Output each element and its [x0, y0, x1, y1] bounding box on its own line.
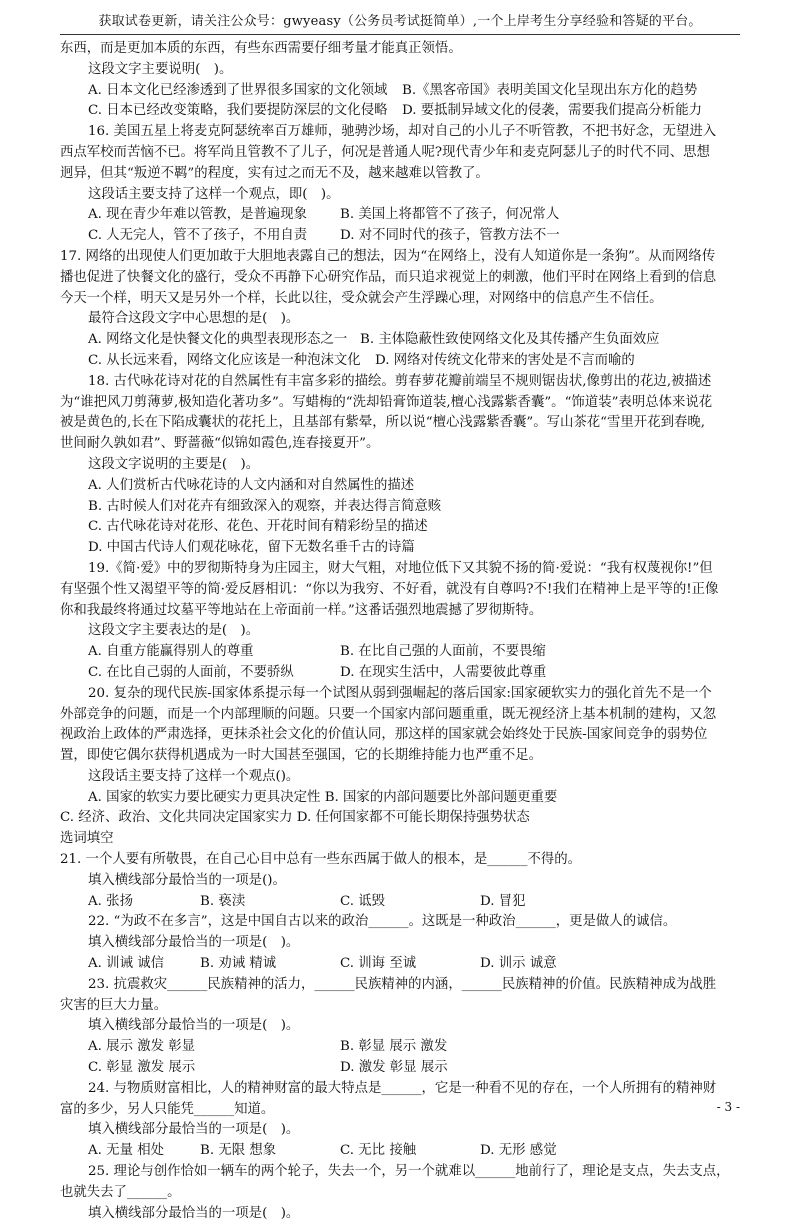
text-line: 填入横线部分最恰当的一项是( )。	[88, 1018, 300, 1034]
option-row	[60, 81, 740, 102]
text-line: 被是黄色的,长在下陷成囊状的花托上，且基部有紫晕，所以说“檀心浅露紫香囊”。写山茶花“雪里开花到春晚,	[60, 415, 706, 431]
option-item: C. 诋毁	[340, 893, 386, 909]
text-line: 24. 与物质财富相比，人的精神财富的最大特点是______，它是一种看不见的存在，一个人所拥有的精神财	[88, 1080, 717, 1096]
option-item: B. 无限 想象	[200, 1143, 277, 1159]
option-row	[60, 1141, 740, 1162]
text-line: 21. 一个人要有所敬畏，在自己心目中总有一些东西属于做人的根本，是______不得的。	[60, 852, 582, 868]
option-item: D. 要抵制异域文化的侵袭，需要我们提高分析能力	[402, 103, 702, 119]
option-item: C. 训诲 至诚	[340, 956, 417, 972]
option-item: A. 张扬	[88, 893, 133, 909]
text-line: 东西，而是更加本质的东西，有些东西需要仔细考量才能真正领悟。	[60, 41, 462, 56]
text-line: 这段话主要支持了这样一个观点，即( )。	[88, 186, 340, 202]
option-item: D. 训示 诚意	[480, 956, 557, 972]
option-item: A. 自重方能赢得别人的尊重	[88, 644, 254, 660]
text-line: 你和我最终将通过坟墓平等地站在上帝面前一样。”这番话强烈地震撼了罗彻斯特。	[60, 602, 543, 618]
option-row	[60, 330, 740, 351]
option-item: D. 无形 感觉	[480, 1143, 557, 1159]
text-line: 填入横线部分最恰当的一项是()。	[88, 872, 286, 888]
text-line: 最符合这段文字中心思想的是( )。	[88, 311, 300, 327]
text-line: C. 经济、政治、文化共同决定国家实力 D. 任何国家都不可能长期保持强势状态	[60, 810, 530, 826]
text-line: 这段文字主要说明( )。	[88, 61, 233, 77]
option-item: C. 彰显 激发 展示	[88, 1060, 196, 1076]
option-row	[60, 954, 740, 975]
text-line: A. 人们赏析古代咏花诗的人文内涵和对自然属性的描述	[88, 477, 415, 493]
option-item: A. 日本文化已经渗透到了世界很多国家的文化领域	[88, 82, 388, 98]
text-line: D. 中国古代诗人们观花咏花，留下无数名垂千古的诗篇	[88, 540, 415, 556]
text-line: 19.《简·爱》中的罗彻斯特身为庄园主，财大气粗，对地位低下又其貌不扬的简·爱说：“我有权蔑视你!”但	[88, 560, 713, 576]
option-item: D. 激发 彰显 展示	[340, 1060, 448, 1076]
option-item: B. 主体隐蔽性致使网络文化及其传播产生负面效应	[360, 332, 660, 348]
option-item: B. 在比自己强的人面前，不要畏缩	[340, 644, 546, 660]
page-header: 获取试卷更新，请关注公众号：gwyeasy（公务员考试挺简单）,一个上岸考生分享经验和答疑的平台。	[98, 14, 702, 29]
page-number: - 3 -	[716, 1100, 740, 1114]
option-row	[60, 1058, 740, 1079]
option-item: C. 从长远来看，网络文化应该是一种泡沫文化	[88, 352, 361, 368]
question-text	[60, 39, 740, 1224]
option-row	[60, 1037, 740, 1058]
option-item: A. 训诫 诚信	[88, 956, 165, 972]
text-line: 这段文字说明的主要是( )。	[88, 456, 260, 472]
text-line: 18. 古代咏花诗对花的自然属性有丰富多彩的描绘。剪春萝花瓣前端呈不规则锯齿状,像剪出的花边,被描述	[88, 373, 712, 389]
option-item: B. 亵渎	[200, 893, 246, 909]
option-item: D. 在现实生活中，人需要彼此尊重	[340, 664, 547, 680]
text-line: 选词填空	[60, 831, 114, 847]
option-item: B. 彰显 展示 激发	[340, 1039, 448, 1055]
text-line: 有坚强个性又渴望平等的简·爱反唇相讥：“你以为我穷、不好看，就没有自尊吗?不!我们在精神上是平等的!正像	[60, 581, 719, 597]
text-line: 富的多少，另人只能凭______知道。	[60, 1101, 275, 1117]
text-line: 也就失去了______。	[60, 1184, 181, 1200]
text-line: 这段文字主要表达的是( )。	[88, 623, 260, 639]
text-line: 播也促进了快餐文化的盛行，受众不再静下心研究作品，而只追求视觉上的刺激，他们平时在网络上看到的信息	[60, 269, 717, 285]
text-line: A. 国家的软实力要比硬实力更具决定性 B. 国家的内部问题要比外部问题更重要	[88, 789, 558, 805]
text-line: 为“谁把风刀剪薄萝,极知造化著功多”。写蜡梅的“洗却铅膏饰道装,檀心浅露紫香囊”。“饰道装”表明总体来说花	[60, 394, 713, 410]
option-item: A. 展示 激发 彰显	[88, 1039, 196, 1055]
option-row	[60, 205, 740, 226]
option-item: A. 现在青少年难以管教，是普遍现象	[88, 207, 308, 223]
option-item: C. 在比自己弱的人面前，不要骄纵	[88, 664, 294, 680]
text-line: 置，即使它偶尔获得机遇成为一时大国甚至强国，它的长期维持能力也严重不足。	[60, 748, 543, 764]
option-item: D. 冒犯	[480, 893, 526, 909]
text-line: 灾害的巨大力量。	[60, 997, 168, 1013]
header-rule	[60, 34, 740, 35]
text-line: 今天一个样，明天又是另外一个样，长此以往，受众就会产生浮躁心理，对网络中的信息产生不信任。	[60, 290, 663, 306]
text-line: 填入横线部分最恰当的一项是( )。	[88, 1205, 300, 1221]
option-row	[60, 642, 740, 663]
option-item: C. 日本已经改变策略，我们要提防深层的文化侵略	[88, 103, 388, 119]
text-line: 17. 网络的出现使人们更加敢于大胆地表露自己的想法，因为“在网络上，没有人知道你是一条狗”。从而网络传	[60, 248, 716, 264]
option-item: D. 网络对传统文化带来的害处是不言而喻的	[375, 352, 635, 368]
text-line: 22. “为政不在多言”，这是中国自古以来的政治______。这既是一种政治______，更是做人的诚信。	[88, 914, 677, 930]
option-row	[60, 892, 740, 913]
option-row	[60, 226, 740, 247]
option-row	[60, 663, 740, 684]
option-row	[60, 101, 740, 122]
text-line: 外部竞争的问题，而是一个内部理顺的问题。只要一个国家内部问题重重，既无视经济上基本机制的建构，又忽	[60, 706, 717, 722]
text-line: 25. 理论与创作恰如一辆车的两个轮子，失去一个，另一个就难以______地前行了，理论是支点，失去支点，	[88, 1164, 730, 1180]
text-line: 23. 抗震救灾______民族精神的活力，______民族精神的内涵，______民族精神的价值。民族精神成为战胜	[88, 976, 717, 992]
option-item: B. 劝诫 精诚	[200, 956, 277, 972]
option-item: C. 无比 接触	[340, 1143, 417, 1159]
text-line: B. 古时候人们对花卉有细致深入的观察，并表达得言简意赅	[88, 498, 442, 514]
text-line: C. 古代咏花诗对花形、花色、开花时间有精彩纷呈的描述	[88, 519, 428, 535]
option-item: B. 美国上将都管不了孩子，何况常人	[340, 207, 560, 223]
text-line: 20. 复杂的现代民族-国家体系提示每一个试图从弱到强崛起的落后国家:国家硬软实力的强化首先不是一个	[88, 685, 712, 701]
option-item: D. 对不同时代的孩子，管教方法不一	[340, 228, 560, 244]
option-item: A. 无量 相处	[88, 1143, 165, 1159]
text-line: 世间耐久孰如君”、野蔷薇“似锦如霞色,连春接夏开”。	[60, 436, 380, 452]
option-item: B.《黑客帝国》表明美国文化呈现出东方化的趋势	[402, 82, 698, 98]
text-line: 填入横线部分最恰当的一项是( )。	[88, 1122, 300, 1138]
text-line: 西点军校而苦恼不已。将军尚且管教不了儿子，何况是普通人呢?现代青少年和麦克阿瑟儿子的时代不同、思想	[60, 144, 710, 160]
option-row	[60, 351, 740, 372]
option-item: A. 网络文化是快餐文化的典型表现形态之一	[88, 332, 348, 348]
text-line: 16. 美国五星上将麦克阿瑟统率百万雄师，驰骋沙场，却对自己的小儿子不听管教，不把书好念，无望进入	[88, 124, 717, 140]
text-line: 这段话主要支持了这样一个观点()。	[88, 768, 300, 784]
text-line: 迥异，但其“叛逆不羁”的程度，实有过之而无不及，越来越难以管教了。	[60, 165, 489, 181]
text-line: 填入横线部分最恰当的一项是( )。	[88, 935, 300, 951]
option-item: C. 人无完人，管不了孩子，不用自责	[88, 228, 308, 244]
text-line: 视政治上政体的严肃选择，更抹杀社会文化的价值认同，那这样的国家就会始终处于民族-国家间竞争的弱势位	[60, 727, 708, 743]
